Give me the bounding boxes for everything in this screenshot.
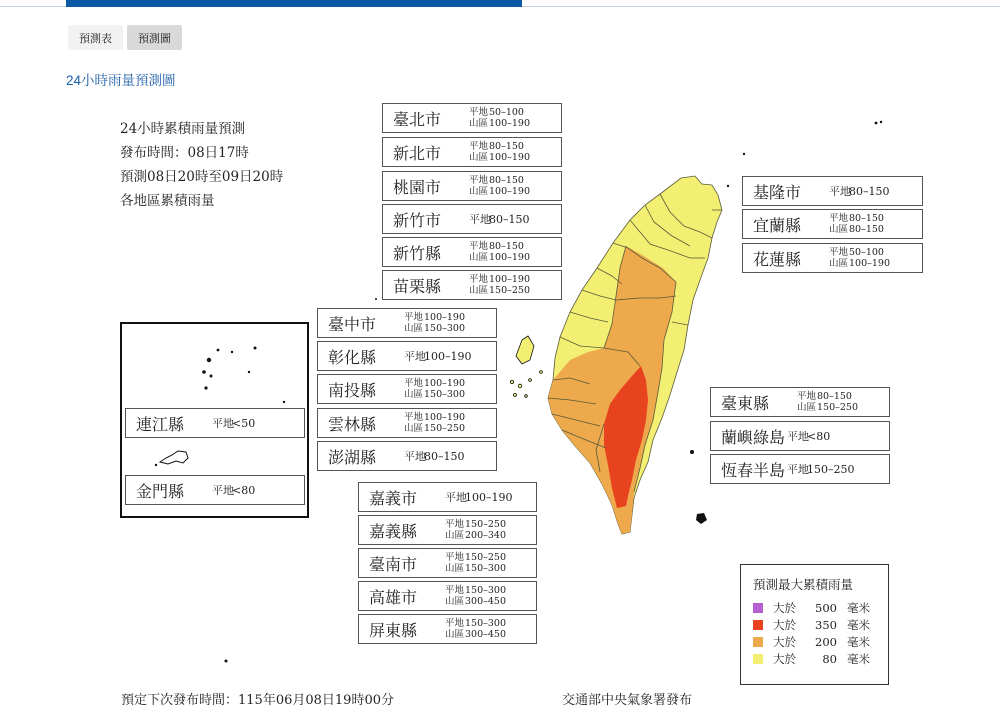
- region-name: 臺東縣: [721, 393, 770, 413]
- terrain-label: 山區: [469, 118, 489, 129]
- region-level-row: [445, 492, 513, 503]
- rainfall-range: 100–190: [489, 274, 531, 285]
- region-box-hsinchu-city: [382, 204, 562, 234]
- rainfall-range: 150–300: [465, 618, 507, 629]
- terrain-label: 山區: [829, 258, 849, 269]
- terrain-label: 平地: [829, 184, 851, 198]
- region-box-tainan: [358, 548, 537, 578]
- region-level-row: [797, 391, 858, 402]
- rainfall-range: 100–190: [424, 312, 466, 323]
- region-name: 彰化縣: [328, 347, 377, 367]
- rainfall-range: <50: [232, 416, 256, 430]
- legend-unit: 毫米: [847, 617, 870, 632]
- region-level-row: [212, 485, 255, 496]
- legend-item-350: [753, 616, 888, 633]
- rainfall-range: 80–150: [424, 449, 465, 463]
- region-level-row: [787, 431, 830, 442]
- region-box-chiayi-city: [358, 482, 537, 512]
- region-levels: [469, 107, 530, 129]
- region-level-row: [445, 629, 506, 640]
- legend-swatch-500: [753, 603, 763, 613]
- legend-unit: 毫米: [847, 634, 870, 649]
- terrain-label: 平地: [787, 462, 809, 476]
- terrain-label: 平地: [404, 412, 424, 423]
- region-level-row: [445, 585, 506, 596]
- terrain-label: 山區: [469, 152, 489, 163]
- region-box-pingtung: [358, 614, 537, 644]
- region-name: 蘭嶼綠島: [721, 427, 786, 447]
- rainfall-range: 150–250: [424, 423, 466, 434]
- terrain-label: 平地: [212, 416, 234, 430]
- region-levels: [404, 451, 465, 462]
- region-box-hsinchu-county: [382, 237, 562, 267]
- region-name: 花蓮縣: [753, 249, 802, 269]
- map-header-issue-time: 發布時間：08日17時: [120, 145, 249, 161]
- region-level-row: [404, 451, 465, 462]
- rainfall-range: 80–150: [489, 241, 524, 252]
- region-levels: [469, 141, 530, 163]
- terrain-label: 平地: [212, 483, 234, 497]
- rainfall-range: 150–300: [424, 389, 466, 400]
- region-level-row: [404, 423, 465, 434]
- terrain-label: 平地: [469, 175, 489, 186]
- terrain-label: 山區: [404, 389, 424, 400]
- legend-item-500: [753, 599, 888, 616]
- rainfall-range: 150–300: [424, 323, 466, 334]
- terrain-label: 山區: [404, 323, 424, 334]
- region-levels: [445, 492, 513, 503]
- terrain-label: 平地: [469, 212, 491, 226]
- region-level-row: [469, 285, 530, 296]
- terrain-label: 山區: [445, 596, 465, 607]
- region-levels: [404, 351, 472, 362]
- rainfall-range: 80–150: [489, 175, 524, 186]
- rainfall-range: 80–150: [849, 184, 890, 198]
- terrain-label: 平地: [469, 241, 489, 252]
- region-levels: [469, 214, 530, 225]
- rainfall-range: 50–100: [849, 247, 884, 258]
- region-level-row: [404, 412, 465, 423]
- region-box-lanyu-lyudao: [710, 421, 890, 451]
- region-name: 高雄市: [369, 587, 418, 607]
- region-level-row: [469, 252, 530, 263]
- terrain-label: 平地: [445, 585, 465, 596]
- region-level-row: [787, 464, 855, 475]
- region-levels: [404, 378, 465, 400]
- legend-value: 200: [815, 634, 837, 649]
- terrain-label: 山區: [404, 423, 424, 434]
- region-name: 雲林縣: [328, 414, 377, 434]
- terrain-label: 平地: [445, 618, 465, 629]
- region-level-row: [469, 274, 530, 285]
- rainfall-range: 80–150: [817, 391, 852, 402]
- page-title: 24小時雨量預測圖: [66, 73, 176, 88]
- terrain-label: 平地: [404, 312, 424, 323]
- legend-prefix: 大於: [773, 600, 796, 615]
- region-box-yunlin: [317, 408, 497, 438]
- region-name: 臺中市: [328, 314, 377, 334]
- region-level-row: [404, 351, 472, 362]
- penghu-islands-shape: [510, 336, 542, 397]
- region-name: 屏東縣: [369, 620, 418, 640]
- region-name: 宜蘭縣: [753, 215, 802, 235]
- region-name: 苗栗縣: [393, 276, 442, 296]
- legend-swatch-80: [753, 654, 763, 664]
- region-levels: [445, 552, 506, 574]
- region-level-row: [445, 563, 506, 574]
- rainfall-range: 100–190: [424, 349, 472, 363]
- region-level-row: [404, 312, 465, 323]
- region-name: 臺南市: [369, 554, 418, 574]
- region-level-row: [829, 258, 890, 269]
- region-levels: [212, 418, 255, 429]
- region-level-row: [404, 378, 465, 389]
- region-name: 恆春半島: [721, 460, 786, 480]
- region-level-row: [469, 214, 530, 225]
- region-box-hengchun: [710, 454, 890, 484]
- region-levels: [445, 585, 506, 607]
- region-level-row: [829, 247, 890, 258]
- rainfall-range: <80: [232, 483, 256, 497]
- terrain-label: 平地: [829, 247, 849, 258]
- terrain-label: 平地: [445, 519, 465, 530]
- tab-forecast-table[interactable]: 預測表: [68, 25, 123, 50]
- rainfall-range: 100–190: [489, 152, 531, 163]
- legend-value: 350: [815, 617, 837, 632]
- rainfall-range: 150–300: [465, 585, 507, 596]
- region-box-nantou: [317, 374, 497, 404]
- region-levels: [469, 274, 530, 296]
- region-levels: [212, 485, 255, 496]
- region-box-taitung: [710, 387, 890, 417]
- rainfall-range: 100–190: [424, 378, 466, 389]
- region-name: 基隆市: [753, 182, 802, 202]
- legend-prefix: 大於: [773, 617, 796, 632]
- legend-item-80: [753, 650, 888, 667]
- legend-prefix: 大於: [773, 634, 796, 649]
- legend-swatch-200: [753, 637, 763, 647]
- region-name: 嘉義縣: [369, 521, 418, 541]
- legend-value: 80: [822, 651, 837, 666]
- rainfall-range: 150–250: [807, 462, 855, 476]
- region-level-row: [445, 552, 506, 563]
- region-levels: [787, 431, 830, 442]
- rainfall-range: 80–150: [489, 212, 530, 226]
- terrain-label: 平地: [469, 107, 489, 118]
- region-level-row: [829, 186, 890, 197]
- region-levels: [829, 247, 890, 269]
- terrain-label: 平地: [787, 429, 809, 443]
- region-levels: [469, 241, 530, 263]
- region-levels: [445, 618, 506, 640]
- region-name: 新竹市: [393, 210, 442, 230]
- region-level-row: [445, 530, 506, 541]
- region-box-keelung: [742, 176, 923, 206]
- rainfall-legend: [740, 564, 889, 685]
- rainfall-range: 150–300: [465, 563, 507, 574]
- region-level-row: [829, 213, 884, 224]
- rainfall-range: 80–150: [489, 141, 524, 152]
- rainfall-range: 300–450: [465, 596, 507, 607]
- map-header: [120, 117, 283, 213]
- region-name: 澎湖縣: [328, 447, 377, 467]
- region-level-row: [469, 107, 530, 118]
- region-levels: [829, 213, 884, 235]
- terrain-label: 平地: [469, 274, 489, 285]
- rainfall-range: 300–450: [465, 629, 507, 640]
- region-level-row: [404, 323, 465, 334]
- region-levels: [469, 175, 530, 197]
- region-level-row: [797, 402, 858, 413]
- terrain-label: 平地: [829, 213, 849, 224]
- legend-unit: 毫米: [847, 651, 870, 666]
- region-name: 臺北市: [393, 109, 442, 129]
- region-levels: [404, 312, 465, 334]
- region-box-hualien: [742, 243, 923, 273]
- legend-item-200: [753, 633, 888, 650]
- region-levels: [797, 391, 858, 413]
- rainfall-range: <80: [807, 429, 831, 443]
- rainfall-range: 100–190: [489, 252, 531, 263]
- region-level-row: [469, 175, 530, 186]
- region-box-lienchiang: [125, 408, 305, 438]
- region-box-penghu: [317, 441, 497, 471]
- issuer-credit: 交通部中央氣象署發布: [562, 693, 693, 708]
- region-level-row: [469, 186, 530, 197]
- legend-value: 500: [815, 600, 837, 615]
- rainfall-range: 100–190: [489, 186, 531, 197]
- region-box-taipei-city: [382, 103, 562, 133]
- region-box-taichung: [317, 308, 497, 338]
- region-level-row: [469, 141, 530, 152]
- region-box-miaoli: [382, 270, 562, 300]
- region-box-taoyuan: [382, 171, 562, 201]
- terrain-label: 山區: [829, 224, 849, 235]
- rainfall-range: 80–150: [849, 224, 884, 235]
- rainfall-range: 100–190: [849, 258, 891, 269]
- region-box-changhua: [317, 341, 497, 371]
- terrain-label: 山區: [445, 563, 465, 574]
- region-level-row: [404, 389, 465, 400]
- rainfall-range: 200–340: [465, 530, 507, 541]
- map-header-period: 預測08日20時至09日20時: [120, 169, 284, 185]
- terrain-label: 平地: [797, 391, 817, 402]
- legend-unit: 毫米: [847, 600, 870, 615]
- region-level-row: [469, 152, 530, 163]
- region-levels: [829, 186, 890, 197]
- region-box-yilan: [742, 209, 923, 239]
- legend-title: 預測最大累積雨量: [753, 577, 854, 592]
- region-levels: [445, 519, 506, 541]
- region-name: 新北市: [393, 143, 442, 163]
- rainfall-range: 150–250: [489, 285, 531, 296]
- tab-forecast-map[interactable]: 預測圖: [127, 25, 182, 50]
- terrain-label: 山區: [469, 186, 489, 197]
- region-box-new-taipei: [382, 137, 562, 167]
- rainfall-range: 150–250: [465, 519, 507, 530]
- region-name: 金門縣: [136, 481, 185, 501]
- region-name: 嘉義市: [369, 488, 418, 508]
- terrain-label: 山區: [445, 530, 465, 541]
- map-header-title: 24小時累積雨量預測: [120, 121, 246, 137]
- rainfall-range: 150–250: [817, 402, 859, 413]
- map-header-subtitle: 各地區累積雨量: [120, 193, 215, 209]
- region-name: 桃園市: [393, 177, 442, 197]
- rainfall-range: 100–190: [489, 118, 531, 129]
- region-level-row: [445, 519, 506, 530]
- rainfall-range: 100–190: [424, 412, 466, 423]
- region-level-row: [445, 618, 506, 629]
- region-level-row: [469, 241, 530, 252]
- region-name: 新竹縣: [393, 243, 442, 263]
- region-levels: [404, 412, 465, 434]
- region-level-row: [445, 596, 506, 607]
- terrain-label: 山區: [469, 285, 489, 296]
- terrain-label: 平地: [404, 449, 426, 463]
- terrain-label: 平地: [445, 490, 467, 504]
- rainfall-range: 150–250: [465, 552, 507, 563]
- region-name: 連江縣: [136, 414, 185, 434]
- legend-prefix: 大於: [773, 651, 796, 666]
- rainfall-range: 50–100: [489, 107, 524, 118]
- region-box-chiayi-county: [358, 515, 537, 545]
- legend-swatch-350: [753, 620, 763, 630]
- terrain-label: 平地: [469, 141, 489, 152]
- terrain-label: 山區: [469, 252, 489, 263]
- region-level-row: [469, 118, 530, 129]
- terrain-label: 山區: [445, 629, 465, 640]
- region-box-kaohsiung: [358, 581, 537, 611]
- next-release-time: 預定下次發布時間：115年06月08日19時00分: [121, 693, 394, 708]
- terrain-label: 平地: [445, 552, 465, 563]
- region-level-row: [829, 224, 884, 235]
- terrain-label: 山區: [797, 402, 817, 413]
- rainfall-range: 80–150: [849, 213, 884, 224]
- region-level-row: [212, 418, 255, 429]
- terrain-label: 平地: [404, 378, 424, 389]
- region-box-kinmen: [125, 475, 305, 505]
- region-name: 南投縣: [328, 380, 377, 400]
- rainfall-range: 100–190: [465, 490, 513, 504]
- terrain-label: 平地: [404, 349, 426, 363]
- region-levels: [787, 464, 855, 475]
